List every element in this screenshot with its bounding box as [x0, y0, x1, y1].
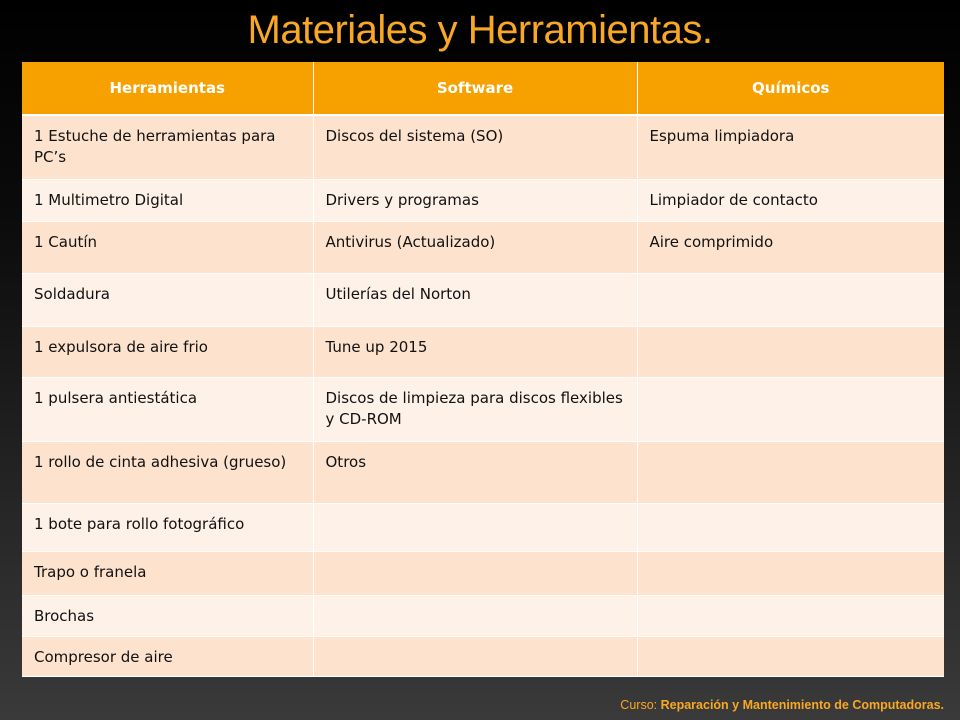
- course-footer: [620, 698, 944, 712]
- header-software: Software: [313, 62, 637, 115]
- table-row: [22, 441, 944, 503]
- table-cell: Trapo o franela: [22, 551, 313, 595]
- table-cell: [313, 503, 637, 551]
- table-cell: Tune up 2015: [313, 326, 637, 377]
- table-row: [22, 503, 944, 551]
- table-cell: 1 bote para rollo fotográfico: [22, 503, 313, 551]
- table-cell: [637, 503, 944, 551]
- table-cell: Discos de limpieza para discos flexibles y CD-ROM: [313, 377, 637, 441]
- table-cell: [637, 595, 944, 636]
- table-row: [22, 273, 944, 326]
- table-row: [22, 179, 944, 221]
- table-cell: 1 Estuche de herramientas para PC’s: [22, 115, 313, 179]
- table-cell: Aire comprimido: [637, 221, 944, 273]
- table-cell: Espuma limpiadora: [637, 115, 944, 179]
- table-header-row: [22, 62, 944, 115]
- table-cell: Antivirus (Actualizado): [313, 221, 637, 273]
- table-cell: Utilerías del Norton: [313, 273, 637, 326]
- table-row: [22, 636, 944, 676]
- table-row: [22, 326, 944, 377]
- table-cell: [637, 273, 944, 326]
- table-cell: Soldadura: [22, 273, 313, 326]
- table-row: [22, 221, 944, 273]
- table-cell: Limpiador de contacto: [637, 179, 944, 221]
- table-cell: [637, 326, 944, 377]
- materials-table-container: [22, 62, 944, 677]
- table-row: [22, 551, 944, 595]
- table-cell: [637, 551, 944, 595]
- slide-title: Materiales y Herramientas.: [247, 8, 713, 52]
- table-cell: 1 pulsera antiestática: [22, 377, 313, 441]
- table-cell: [313, 551, 637, 595]
- table-cell: Otros: [313, 441, 637, 503]
- table-cell: 1 Multimetro Digital: [22, 179, 313, 221]
- table-cell: [637, 636, 944, 676]
- table-cell: Brochas: [22, 595, 313, 636]
- table-row: [22, 377, 944, 441]
- table-cell: [313, 595, 637, 636]
- footer-course-name: Reparación y Mantenimiento de Computadoras.: [660, 698, 944, 712]
- table-cell: [637, 441, 944, 503]
- materials-table: [22, 62, 944, 677]
- table-cell: 1 rollo de cinta adhesiva (grueso): [22, 441, 313, 503]
- header-quimicos: Químicos: [637, 62, 944, 115]
- table-cell: [313, 636, 637, 676]
- header-herramientas: Herramientas: [22, 62, 313, 115]
- table-row: [22, 595, 944, 636]
- table-row: [22, 115, 944, 179]
- table-cell: Compresor de aire: [22, 636, 313, 676]
- table-cell: 1 Cautín: [22, 221, 313, 273]
- table-cell: Drivers y programas: [313, 179, 637, 221]
- table-cell: 1 expulsora de aire frio: [22, 326, 313, 377]
- table-cell: [637, 377, 944, 441]
- table-cell: Discos del sistema (SO): [313, 115, 637, 179]
- footer-label: Curso:: [620, 698, 658, 712]
